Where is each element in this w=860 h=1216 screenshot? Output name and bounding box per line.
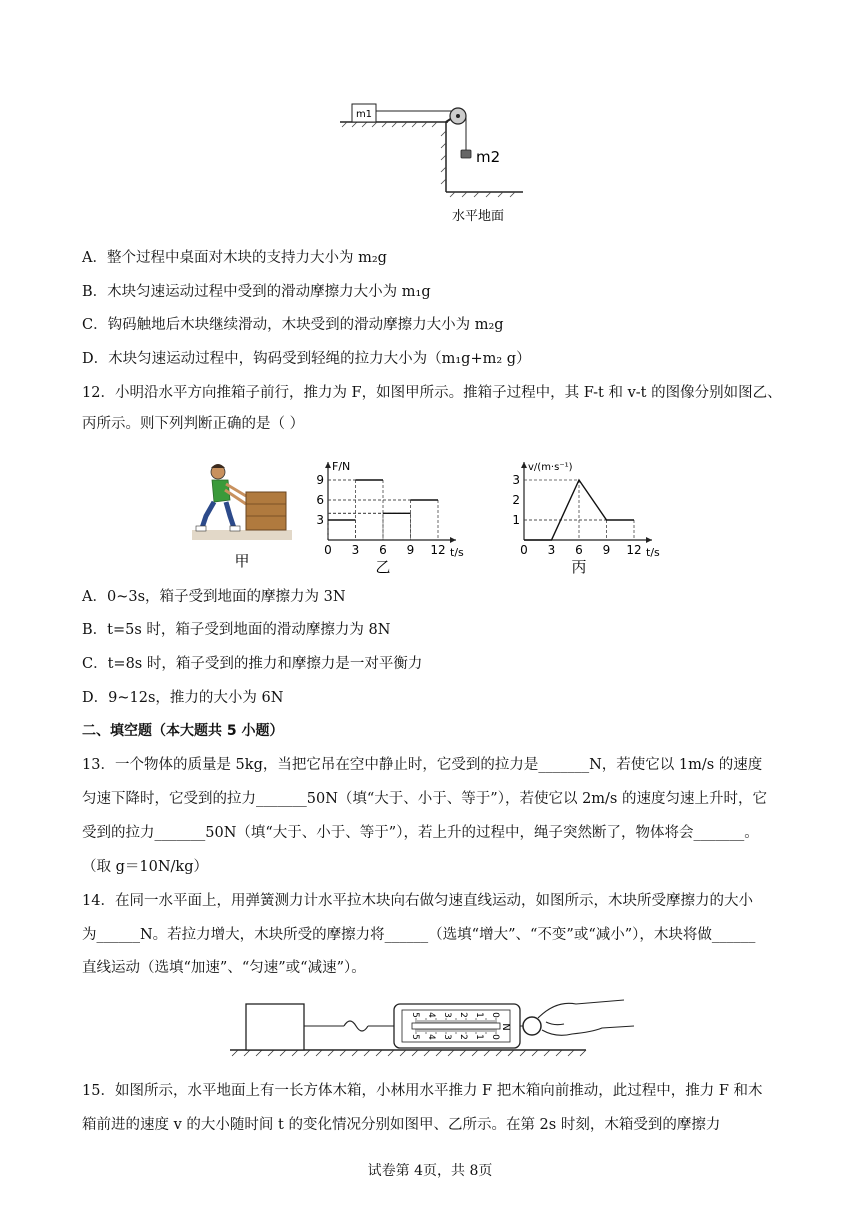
y-tick-label: 3 [316, 513, 324, 527]
q14-line2: 为______N。若拉力增大，木块所受的摩擦力将______（选填“增大”、“不变”或“减小”），木块将做______ [82, 927, 756, 943]
q11-option-a: A．整个过程中桌面对木块的支持力大小为 m₂g [82, 250, 387, 266]
chart-caption: 丙 [571, 558, 587, 576]
q13-line1: 13．一个物体的质量是 5kg，当把它吊在空中静止时，它受到的拉力是_______N，若使它以 1m/s 的速度 [82, 757, 763, 773]
scale-number: 5 [410, 1034, 420, 1040]
figure-jia [192, 452, 292, 577]
page-footer: 试卷第 4页，共 8页 [367, 1163, 493, 1179]
q12-option-b: B．t=5s 时，箱子受到地面的滑动摩擦力为 8N [82, 622, 391, 638]
x-tick-label: 0 [520, 543, 528, 557]
chart-caption: 乙 [375, 558, 391, 576]
y-tick-label: 9 [316, 473, 324, 487]
x-axis-arrow [646, 537, 652, 543]
y-tick-label: 6 [316, 493, 324, 507]
y-tick-label: 1 [512, 513, 520, 527]
scale-number: 1 [474, 1034, 484, 1040]
q12-option-d: D．9~12s，推力的大小为 6N [82, 690, 284, 706]
x-axis-arrow [450, 537, 456, 543]
m2-label: m2 [476, 148, 501, 166]
q15-line1: 15．如图所示，水平地面上有一长方体木箱，小林用水平推力 F 把木箱向前推动，此过程中，推力 F 和木 [82, 1083, 763, 1099]
y-axis-label: v/(m·s⁻¹) [528, 462, 573, 473]
figure-jia-label: 甲 [234, 552, 250, 570]
scale-number: 0 [490, 1012, 500, 1018]
scale-number: 4 [426, 1012, 436, 1018]
q13-line3: 受到的拉力_______50N（填“大于、小于、等于”），若上升的过程中，绳子突然断了，物体将会_______。 [82, 825, 759, 841]
x-axis-label: t/s [450, 546, 464, 559]
q11-option-d: D．木块匀速运动过程中，钩码受到轻绳的拉力大小为（m₁g+m₂ g） [82, 351, 531, 367]
scale-unit: N [500, 1023, 511, 1031]
chart-f-t [306, 446, 478, 578]
q14-line3: 直线运动（选填“加速”、“匀速”或“减速”）。 [82, 960, 366, 976]
scale-number: 2 [458, 1012, 468, 1018]
x-tick-label: 9 [602, 543, 611, 557]
q12-option-a: A．0~3s，箱子受到地面的摩擦力为 3N [82, 589, 346, 605]
q12-stem-line2: 丙所示。则下列判断正确的是（ ） [82, 416, 305, 432]
q13-line2: 匀速下降时，它受到的拉力_______50N（填“大于、小于、等于”），若使它以 2m/s 的速度匀速上升时，它 [82, 791, 767, 807]
x-tick-label: 12 [430, 543, 446, 557]
y-tick-label: 2 [512, 493, 520, 507]
scale-number: 4 [426, 1034, 436, 1040]
section-2-heading: 二、填空题（本大题共 5 小题） [82, 723, 284, 739]
ground-label: 水平地面 [451, 209, 505, 224]
y-tick-label: 3 [512, 473, 520, 487]
scale-number: 0 [490, 1034, 500, 1040]
q14-line1: 14．在同一水平面上，用弹簧测力计水平拉木块向右做匀速直线运动，如图所示，木块所受摩擦力的大小 [82, 893, 753, 909]
y-axis-label: F/N [332, 460, 351, 473]
scale-number: 5 [410, 1012, 420, 1018]
x-tick-label: 6 [575, 543, 583, 557]
pulley-figure [338, 96, 528, 226]
q15-line2: 箱前进的速度 v 的大小随时间 t 的变化情况分别如图甲、乙所示。在第 2s 时刻，木箱受到的摩擦力 [82, 1117, 721, 1133]
x-tick-label: 0 [324, 543, 332, 557]
scale-number: 2 [458, 1034, 468, 1040]
scale-number: 3 [442, 1034, 452, 1040]
q12-stem-line1: 12．小明沿水平方向推箱子前行，推力为 F，如图甲所示。推箱子过程中，其 F-t 和 v-t 的图像分别如图乙、 [82, 385, 782, 401]
scale-number: 3 [442, 1012, 452, 1018]
q13-line4: （取 g＝10N/kg） [82, 859, 208, 875]
x-tick-label: 6 [379, 543, 387, 557]
y-axis-arrow [521, 462, 527, 468]
q12-option-c: C．t=8s 时，箱子受到的推力和摩擦力是一对平衡力 [82, 656, 423, 672]
y-axis-arrow [325, 462, 331, 468]
x-tick-label: 3 [547, 543, 556, 557]
m1-label: m1 [355, 109, 373, 120]
scale-number: 1 [474, 1012, 484, 1018]
q11-option-c: C．钩码触地后木块继续滑动，木块受到的滑动摩擦力大小为 m₂g [82, 317, 504, 333]
spring-scale-figure [226, 996, 634, 1060]
x-tick-label: 9 [406, 543, 415, 557]
x-tick-label: 12 [626, 543, 642, 557]
q11-option-b: B．木块匀速运动过程中受到的滑动摩擦力大小为 m₁g [82, 284, 431, 300]
x-tick-label: 3 [351, 543, 360, 557]
x-axis-label: t/s [646, 546, 660, 559]
chart-v-t [498, 446, 678, 578]
